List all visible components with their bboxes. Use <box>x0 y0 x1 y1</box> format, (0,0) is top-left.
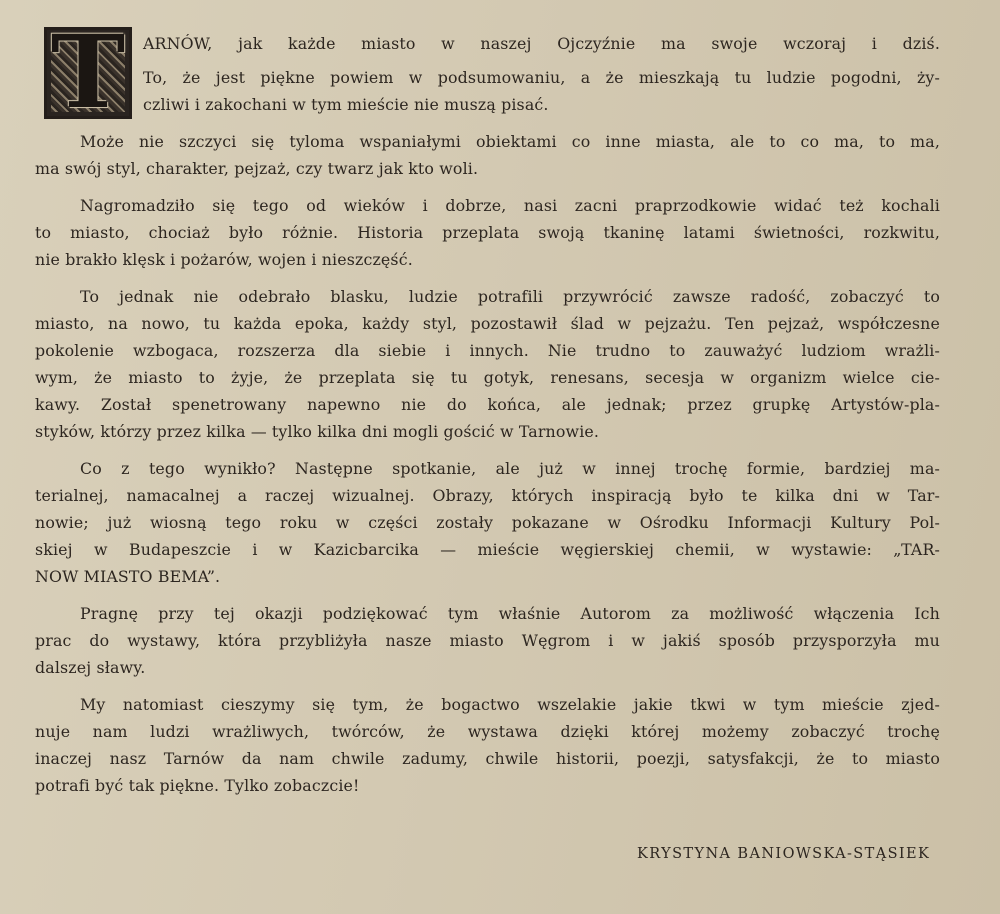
text-line: My natomiast cieszymy się tym, że bogactwo wszelakie jakie tkwi w tym mieście zjed- <box>80 695 940 714</box>
text-line: Nagromadziło się tego od wieków i dobrze, nasi zacni praprzodkowie widać też kochali <box>80 196 940 215</box>
author-signature: KRYSTYNA BANIOWSKA-STĄSIEK <box>637 846 931 862</box>
text-line: miasto, na nowo, tu każda epoka, każdy styl, pozostawił ślad w pejzażu. Ten pejzaż, współczesne <box>35 314 940 333</box>
initial-letter: T <box>50 13 126 131</box>
text-line: Pragnę przy tej okazji podziękować tym właśnie Autorom za możliwość włączenia Ich <box>80 604 940 623</box>
text-line: ARNÓW, jak każde miasto w naszej Ojczyźnie ma swoje wczoraj i dziś. <box>143 34 940 53</box>
text-line: Co z tego wynikło? Następne spotkanie, ale już w innej trochę formie, bardziej ma- <box>80 459 940 478</box>
text-line: To jednak nie odebrało blasku, ludzie potrafili przywrócić zawsze radość, zobaczyć to <box>80 287 940 306</box>
text-line: czliwi i zakochani w tym mieście nie muszą pisać. <box>143 95 549 114</box>
text-line: potrafi być tak piękne. Tylko zobaczcie! <box>35 776 360 795</box>
text-line: inaczej nasz Tarnów da nam chwile zadumy, chwile historii, poezji, satysfakcji, że to miasto <box>35 749 940 768</box>
text-line: nie brakło klęsk i pożarów, wojen i nieszczęść. <box>35 250 413 269</box>
text-line: to miasto, chociaż było różnie. Historia przeplata swoją tkaninę latami świetności, rozkwitu, <box>35 223 940 242</box>
text-line: skiej w Budapeszcie i w Kazicbarcika — mieście węgierskiej chemii, w wystawie: „TAR- <box>35 540 940 559</box>
text-line: NOW MIASTO BEMA”. <box>35 567 221 586</box>
text-line: To, że jest piękne powiem w podsumowaniu, a że mieszkają tu ludzie pogodni, ży- <box>143 68 940 87</box>
text-line: ma swój styl, charakter, pejzaż, czy twarz jak kto woli. <box>35 159 479 178</box>
text-line: prac do wystawy, która przybliżyła nasze miasto Węgrom i w jakiś sposób przysporzyła mu <box>35 631 940 650</box>
text-line: pokolenie wzbogaca, rozszerza dla siebie i innych. Nie trudno to zauważyć ludziom wrażli- <box>35 341 940 360</box>
text-line: nuje nam ludzi wrażliwych, twórców, że wystawa dzięki której możemy zobaczyć trochę <box>35 722 940 741</box>
text-line: kawy. Został spenetrowany napewno nie do końca, ale jednak; przez grupkę Artystów-pla- <box>35 395 940 414</box>
text-line: nowie; już wiosną tego roku w części zostały pokazane w Ośrodku Informacji Kultury Pol- <box>35 513 940 532</box>
text-line: wym, że miasto to żyje, że przeplata się tu gotyk, renesans, secesja w organizm wielce cie- <box>35 368 940 387</box>
text-line: dalszej sławy. <box>35 658 146 677</box>
text-line: styków, którzy przez kilka — tylko kilka dni mogli gościć w Tarnowie. <box>35 422 600 441</box>
text-line: terialnej, namacalnej a raczej wizualnej. Obrazy, których inspiracją było te kilka dni w Tar- <box>35 486 940 505</box>
decorative-initial-t <box>44 13 132 131</box>
text-line: Może nie szczyci się tyloma wspaniałymi obiektami co inne miasta, ale to co ma, to ma, <box>80 132 940 151</box>
